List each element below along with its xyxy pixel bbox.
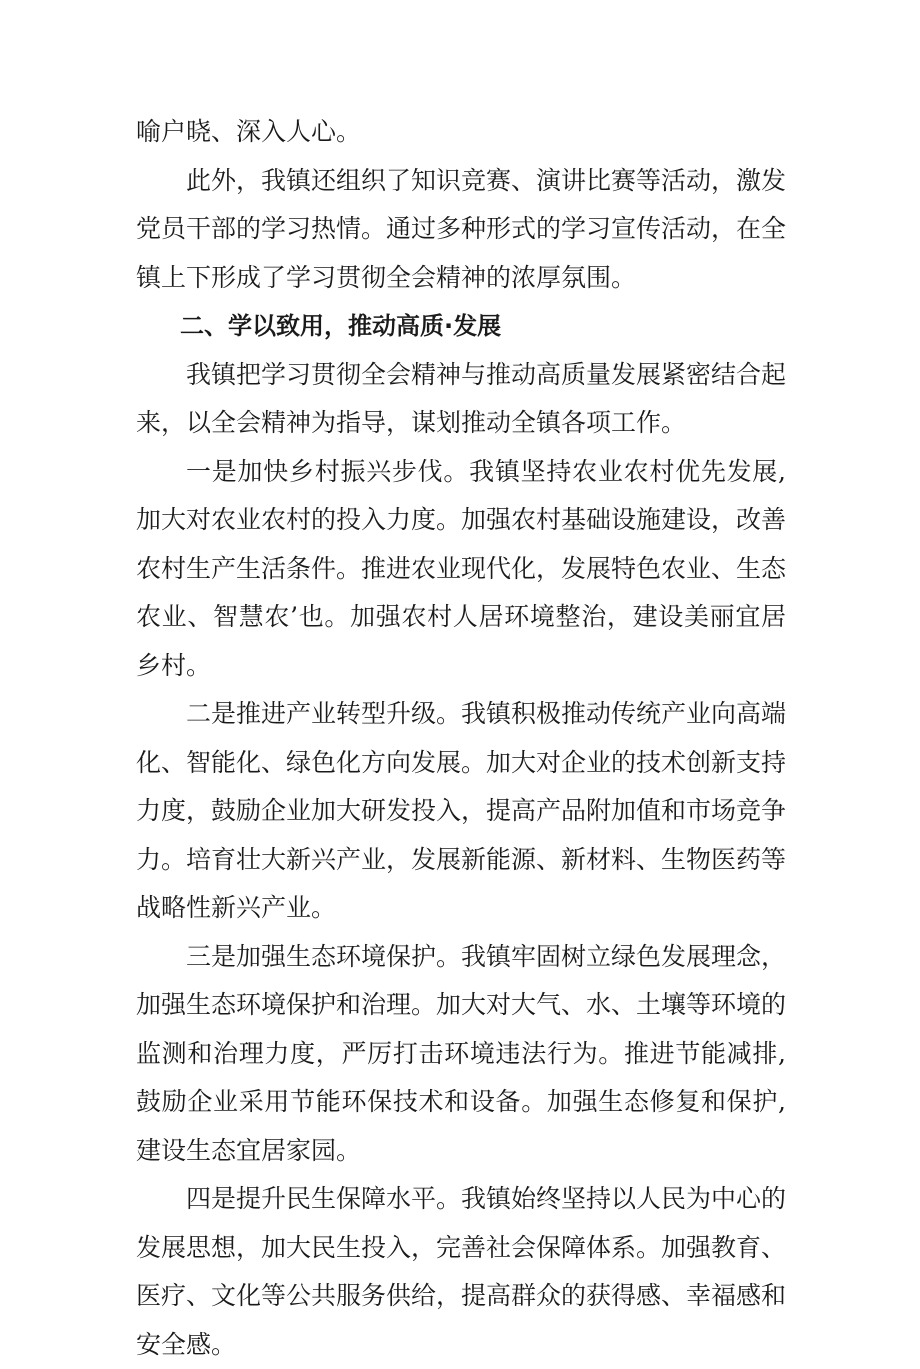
- document-body: [136, 108, 786, 1369]
- paragraph-activities: 此外，我镇还组织了知识竞赛、演讲比赛等活动，激发党员干部的学习热情。通过多种形式的学习宣传活动，在全镇上下形成了学习贯彻全会精神的浓厚氛围。: [136, 165, 787, 292]
- section-heading-two: 二、学以致用，推动高质·发展: [180, 312, 502, 340]
- paragraph-industry-upgrade: 二是推进产业转型升级。我镇积极推动传统产业向高端化、智能化、绿色化方向发展。加大对企业的技术创新支持力度，鼓励企业加大研发投入，提高产品附加值和市场竞争力。培育壮大新兴产业，发展新能源、新材料、生物医药等战略性新兴产业。: [136, 699, 787, 922]
- paragraph-intro: 我镇把学习贯彻全会精神与推动高质量发展紧密结合起来，以全会精神为指导，谋划推动全镇各项工作。: [136, 359, 787, 437]
- paragraph-ecology: 三是加强生态环境保护。我镇牢固树立绿色发展理念，加强生态环境保护和治理。加大对大气、水、土壤等环境的监测和治理力度，严厉打击环境违法行为。推进节能减排,鼓励企业采用节能环保技术和设备。加强生态修复和保护,建设生态宜居家园。: [136, 941, 787, 1165]
- paragraph-livelihood: 四是提升民生保障水平。我镇始终坚持以人民为中心的发展思想，加大民生投入，完善社会保障体系。加强教育、医疗、文化等公共服务供给，提高群众的获得感、幸福感和安全感。: [136, 1184, 787, 1359]
- paragraph-continuation: 喻户晓、深入人心。: [136, 117, 362, 146]
- paragraph-rural-revitalization: 一是加快乡村振兴步伐。我镇坚持农业农村优先发展,加大对农业农村的投入力度。加强农村基础设施建设，改善农村生产生活条件。推进农业现代化，发展特色农业、生态农业、智慧农’也。加强农村人居环境整治，建设美丽宜居乡村。: [136, 456, 787, 680]
